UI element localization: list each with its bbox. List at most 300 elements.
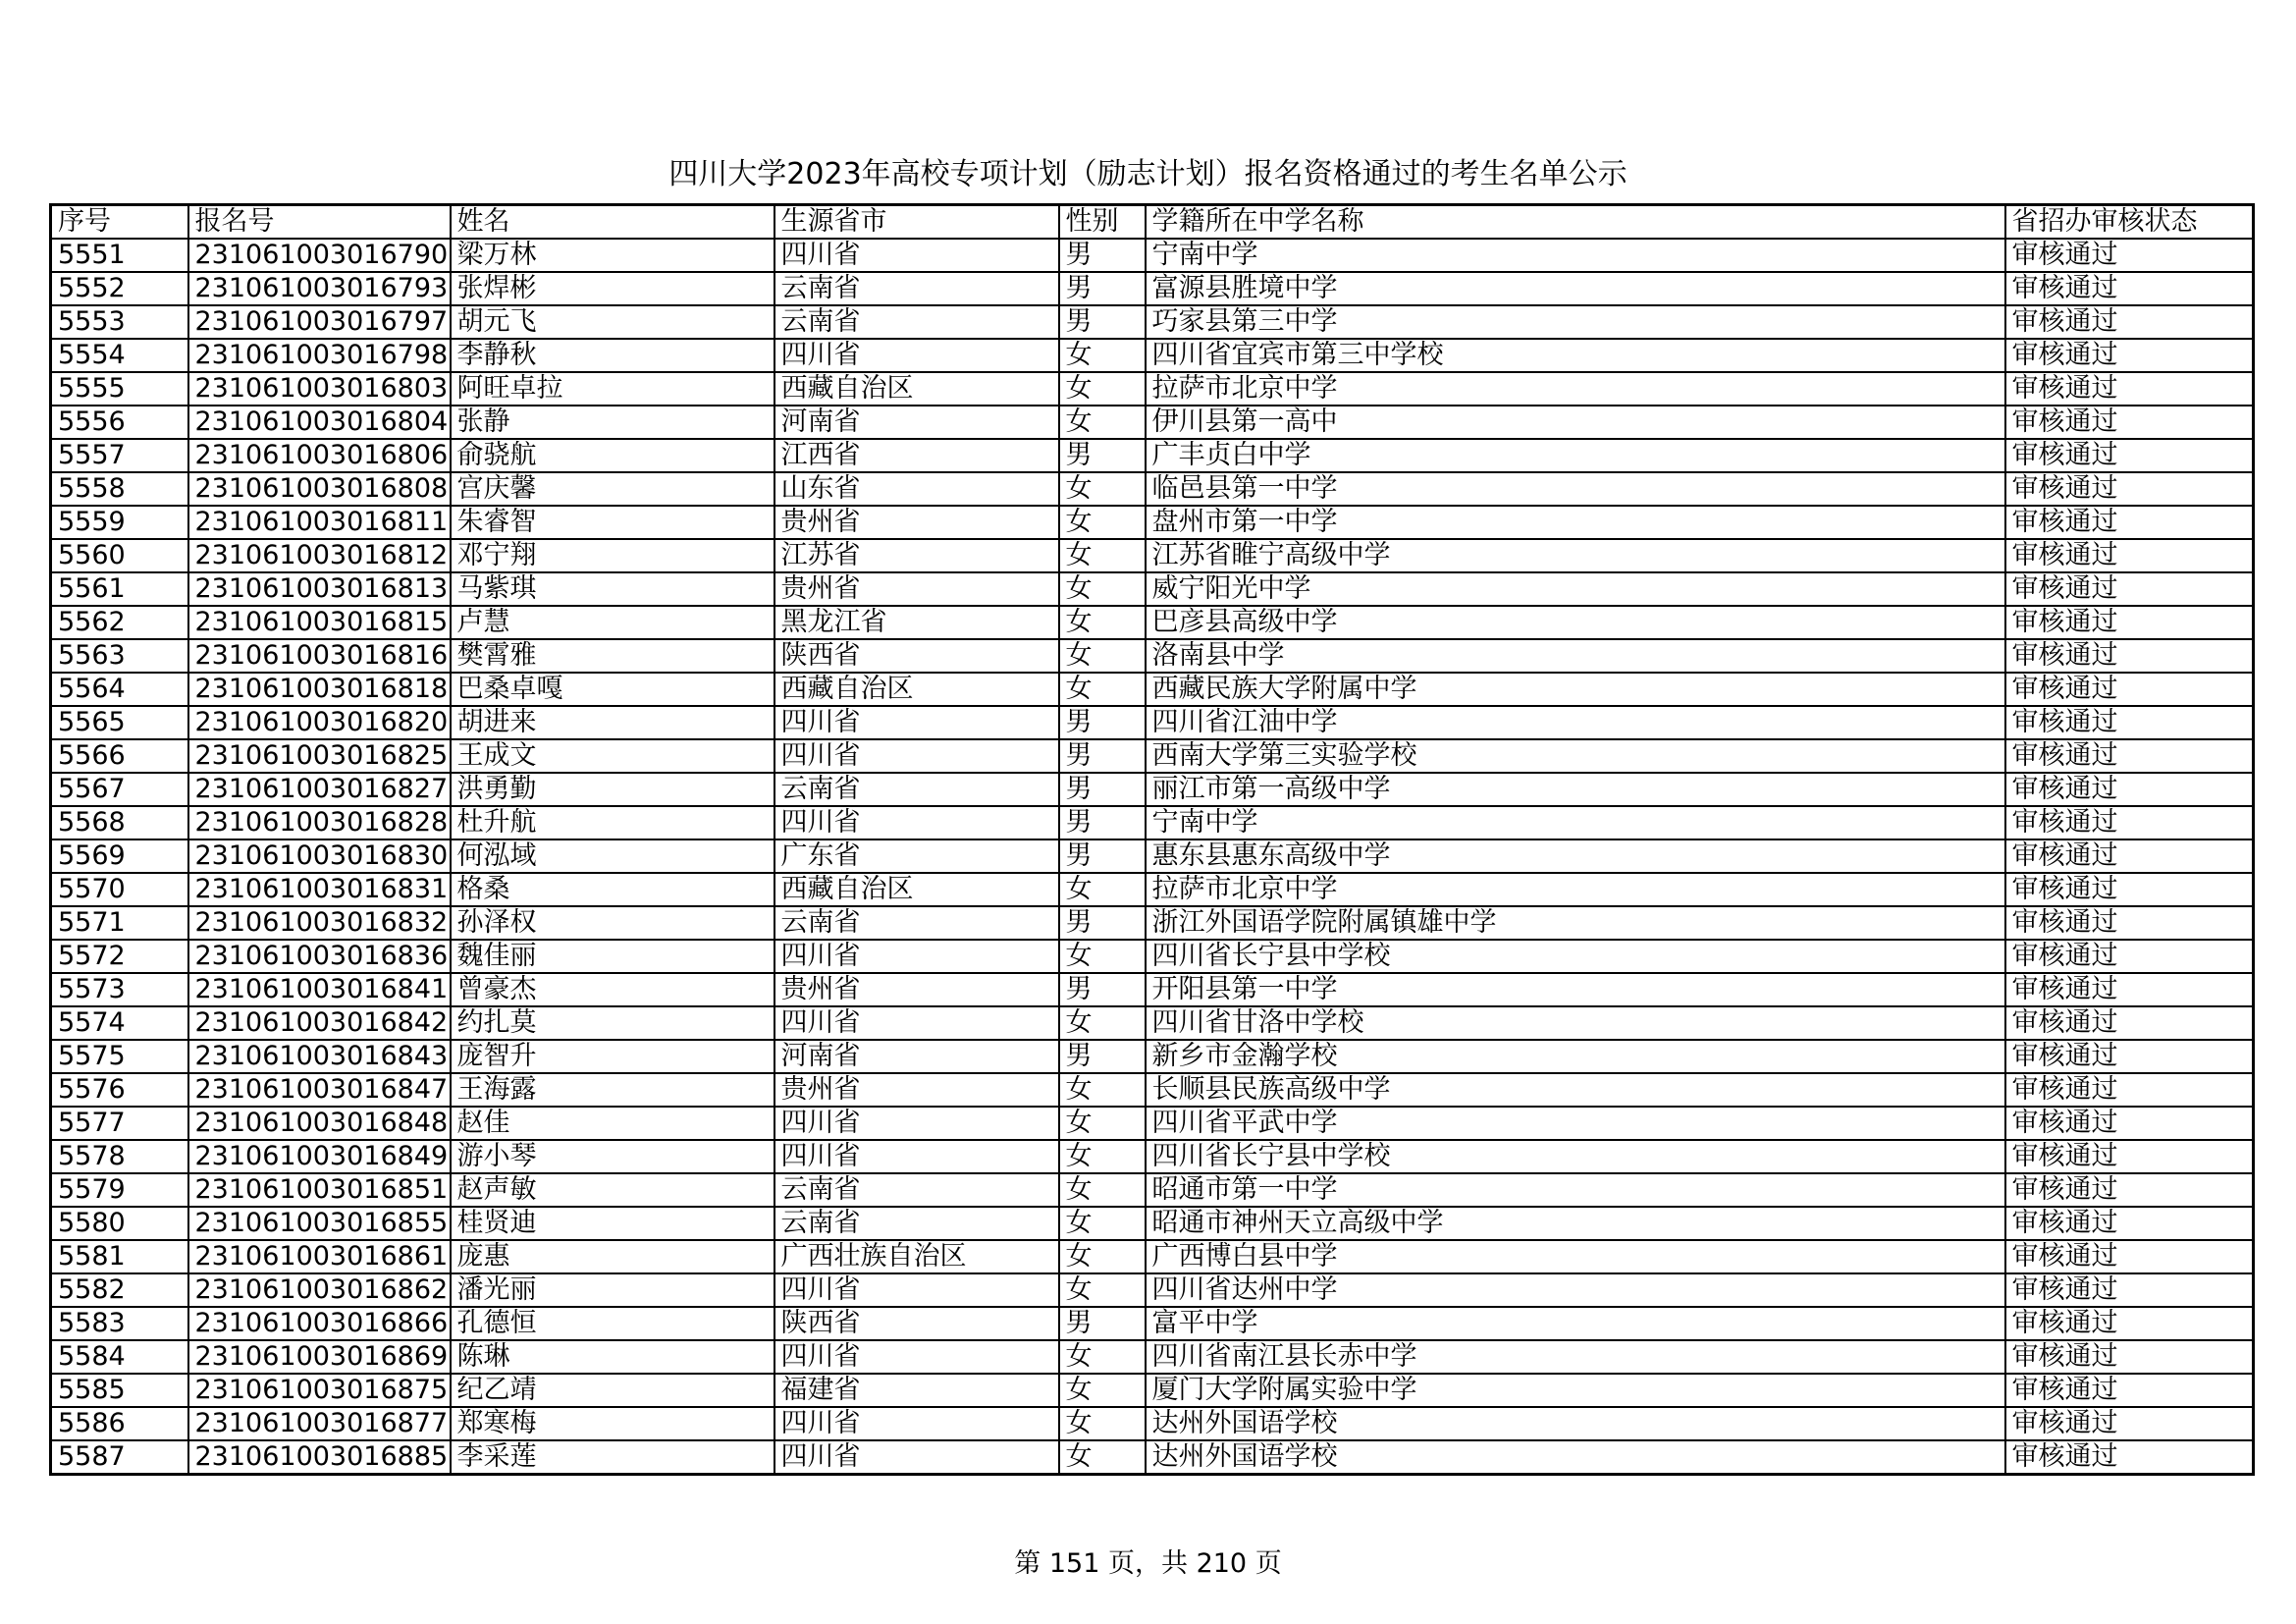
table-row — [51, 1407, 2254, 1440]
cell-registration-number: 231061003016832 — [188, 906, 451, 940]
cell-name: 卢慧 — [451, 606, 774, 639]
cell-school: 四川省平武中学 — [1146, 1107, 2005, 1140]
cell-school: 巧家县第三中学 — [1146, 305, 2005, 339]
cell-name: 杜升航 — [451, 806, 774, 839]
table-row — [51, 1440, 2254, 1475]
table-row — [51, 372, 2254, 406]
cell-index: 5570 — [51, 873, 188, 906]
cell-province: 河南省 — [774, 406, 1059, 439]
cell-registration-number: 231061003016808 — [188, 472, 451, 506]
cell-school: 长顺县民族高级中学 — [1146, 1073, 2005, 1107]
cell-index: 5573 — [51, 973, 188, 1006]
cell-index: 5558 — [51, 472, 188, 506]
cell-school: 盘州市第一中学 — [1146, 506, 2005, 539]
cell-province: 贵州省 — [774, 973, 1059, 1006]
cell-province: 四川省 — [774, 1140, 1059, 1173]
cell-index: 5587 — [51, 1440, 188, 1475]
cell-province: 四川省 — [774, 1273, 1059, 1307]
cell-name: 胡元飞 — [451, 305, 774, 339]
column-header-name: 姓名 — [451, 205, 774, 240]
cell-school: 四川省长宁县中学校 — [1146, 940, 2005, 973]
cell-gender: 女 — [1059, 673, 1146, 706]
cell-index: 5560 — [51, 539, 188, 572]
column-header-registration-number: 报名号 — [188, 205, 451, 240]
table-row — [51, 1073, 2254, 1107]
table-row — [51, 940, 2254, 973]
cell-index: 5577 — [51, 1107, 188, 1140]
cell-index: 5551 — [51, 239, 188, 272]
cell-index: 5576 — [51, 1073, 188, 1107]
cell-name: 孔德恒 — [451, 1307, 774, 1340]
page-title: 四川大学2023年高校专项计划（励志计划）报名资格通过的考生名单公示 — [668, 157, 1628, 191]
cell-school: 达州外国语学校 — [1146, 1440, 2005, 1475]
cell-gender: 女 — [1059, 406, 1146, 439]
cell-registration-number: 231061003016798 — [188, 339, 451, 372]
cell-name: 邓宁翔 — [451, 539, 774, 572]
cell-index: 5586 — [51, 1407, 188, 1440]
cell-review-status: 审核通过 — [2005, 606, 2254, 639]
cell-school: 昭通市第一中学 — [1146, 1173, 2005, 1207]
table-row — [51, 773, 2254, 806]
cell-gender: 女 — [1059, 1173, 1146, 1207]
cell-registration-number: 231061003016866 — [188, 1307, 451, 1340]
cell-province: 四川省 — [774, 1006, 1059, 1040]
cell-gender: 女 — [1059, 1006, 1146, 1040]
cell-school: 威宁阳光中学 — [1146, 572, 2005, 606]
cell-school: 临邑县第一中学 — [1146, 472, 2005, 506]
cell-review-status: 审核通过 — [2005, 940, 2254, 973]
cell-index: 5578 — [51, 1140, 188, 1173]
cell-province: 四川省 — [774, 1340, 1059, 1374]
cell-index: 5567 — [51, 773, 188, 806]
cell-school: 浙江外国语学院附属镇雄中学 — [1146, 906, 2005, 940]
cell-review-status: 审核通过 — [2005, 1040, 2254, 1073]
cell-review-status: 审核通过 — [2005, 706, 2254, 739]
cell-province: 黑龙江省 — [774, 606, 1059, 639]
cell-school: 开阳县第一中学 — [1146, 973, 2005, 1006]
table-row — [51, 739, 2254, 773]
cell-registration-number: 231061003016816 — [188, 639, 451, 673]
cell-school: 富平中学 — [1146, 1307, 2005, 1340]
cell-school: 洛南县中学 — [1146, 639, 2005, 673]
cell-school: 丽江市第一高级中学 — [1146, 773, 2005, 806]
cell-province: 四川省 — [774, 940, 1059, 973]
cell-review-status: 审核通过 — [2005, 1374, 2254, 1407]
cell-review-status: 审核通过 — [2005, 506, 2254, 539]
cell-name: 何泓域 — [451, 839, 774, 873]
cell-gender: 女 — [1059, 1240, 1146, 1273]
table-row — [51, 1006, 2254, 1040]
cell-name: 游小琴 — [451, 1140, 774, 1173]
page-number-footer: 第 151 页，共 210 页 — [1014, 1548, 1282, 1579]
cell-province: 陕西省 — [774, 1307, 1059, 1340]
cell-school: 四川省长宁县中学校 — [1146, 1140, 2005, 1173]
cell-name: 陈琳 — [451, 1340, 774, 1374]
cell-gender: 女 — [1059, 1140, 1146, 1173]
cell-registration-number: 231061003016885 — [188, 1440, 451, 1475]
cell-review-status: 审核通过 — [2005, 572, 2254, 606]
cell-registration-number: 231061003016861 — [188, 1240, 451, 1273]
cell-school: 拉萨市北京中学 — [1146, 873, 2005, 906]
cell-registration-number: 231061003016815 — [188, 606, 451, 639]
cell-registration-number: 231061003016855 — [188, 1207, 451, 1240]
cell-province: 贵州省 — [774, 572, 1059, 606]
candidate-table — [49, 203, 2255, 1476]
cell-name: 李采莲 — [451, 1440, 774, 1475]
cell-review-status: 审核通过 — [2005, 372, 2254, 406]
cell-index: 5562 — [51, 606, 188, 639]
cell-school: 四川省达州中学 — [1146, 1273, 2005, 1307]
cell-gender: 男 — [1059, 1307, 1146, 1340]
cell-province: 江苏省 — [774, 539, 1059, 572]
cell-gender: 男 — [1059, 439, 1146, 472]
cell-review-status: 审核通过 — [2005, 1307, 2254, 1340]
cell-name: 庞惠 — [451, 1240, 774, 1273]
cell-name: 赵佳 — [451, 1107, 774, 1140]
cell-gender: 男 — [1059, 239, 1146, 272]
cell-province: 云南省 — [774, 305, 1059, 339]
cell-gender: 女 — [1059, 1440, 1146, 1475]
cell-index: 5582 — [51, 1273, 188, 1307]
cell-registration-number: 231061003016803 — [188, 372, 451, 406]
cell-province: 四川省 — [774, 239, 1059, 272]
table-row — [51, 806, 2254, 839]
table-row — [51, 572, 2254, 606]
cell-review-status: 审核通过 — [2005, 1173, 2254, 1207]
cell-gender: 男 — [1059, 1040, 1146, 1073]
cell-gender: 男 — [1059, 973, 1146, 1006]
cell-gender: 女 — [1059, 572, 1146, 606]
cell-school: 昭通市神州天立高级中学 — [1146, 1207, 2005, 1240]
cell-school: 富源县胜境中学 — [1146, 272, 2005, 305]
cell-name: 庞智升 — [451, 1040, 774, 1073]
cell-review-status: 审核通过 — [2005, 1440, 2254, 1475]
cell-review-status: 审核通过 — [2005, 839, 2254, 873]
cell-review-status: 审核通过 — [2005, 472, 2254, 506]
cell-name: 梁万林 — [451, 239, 774, 272]
cell-index: 5580 — [51, 1207, 188, 1240]
table-row — [51, 973, 2254, 1006]
cell-registration-number: 231061003016830 — [188, 839, 451, 873]
cell-index: 5571 — [51, 906, 188, 940]
cell-registration-number: 231061003016875 — [188, 1374, 451, 1407]
table-row — [51, 339, 2254, 372]
cell-province: 陕西省 — [774, 639, 1059, 673]
cell-province: 云南省 — [774, 906, 1059, 940]
cell-school: 广丰贞白中学 — [1146, 439, 2005, 472]
column-header-gender: 性别 — [1059, 205, 1146, 240]
cell-review-status: 审核通过 — [2005, 773, 2254, 806]
cell-gender: 女 — [1059, 539, 1146, 572]
cell-review-status: 审核通过 — [2005, 1107, 2254, 1140]
cell-gender: 女 — [1059, 472, 1146, 506]
cell-province: 广西壮族自治区 — [774, 1240, 1059, 1273]
cell-review-status: 审核通过 — [2005, 639, 2254, 673]
cell-index: 5566 — [51, 739, 188, 773]
cell-review-status: 审核通过 — [2005, 873, 2254, 906]
cell-gender: 男 — [1059, 739, 1146, 773]
cell-name: 马紫琪 — [451, 572, 774, 606]
cell-review-status: 审核通过 — [2005, 673, 2254, 706]
cell-name: 张静 — [451, 406, 774, 439]
cell-review-status: 审核通过 — [2005, 806, 2254, 839]
cell-index: 5552 — [51, 272, 188, 305]
table-row — [51, 272, 2254, 305]
table-row — [51, 1374, 2254, 1407]
cell-province: 四川省 — [774, 806, 1059, 839]
cell-registration-number: 231061003016797 — [188, 305, 451, 339]
cell-school: 拉萨市北京中学 — [1146, 372, 2005, 406]
cell-province: 云南省 — [774, 1173, 1059, 1207]
cell-review-status: 审核通过 — [2005, 1006, 2254, 1040]
table-row — [51, 606, 2254, 639]
cell-province: 云南省 — [774, 272, 1059, 305]
cell-registration-number: 231061003016848 — [188, 1107, 451, 1140]
cell-school: 巴彦县高级中学 — [1146, 606, 2005, 639]
cell-review-status: 审核通过 — [2005, 272, 2254, 305]
cell-name: 俞骁航 — [451, 439, 774, 472]
cell-name: 魏佳丽 — [451, 940, 774, 973]
cell-school: 西藏民族大学附属中学 — [1146, 673, 2005, 706]
cell-review-status: 审核通过 — [2005, 1073, 2254, 1107]
cell-name: 格桑 — [451, 873, 774, 906]
table-row — [51, 1140, 2254, 1173]
table-row — [51, 439, 2254, 472]
cell-registration-number: 231061003016804 — [188, 406, 451, 439]
cell-school: 四川省南江县长赤中学 — [1146, 1340, 2005, 1374]
cell-name: 胡进来 — [451, 706, 774, 739]
cell-review-status: 审核通过 — [2005, 305, 2254, 339]
cell-gender: 女 — [1059, 1107, 1146, 1140]
cell-review-status: 审核通过 — [2005, 1273, 2254, 1307]
cell-index: 5568 — [51, 806, 188, 839]
cell-gender: 男 — [1059, 272, 1146, 305]
cell-registration-number: 231061003016825 — [188, 739, 451, 773]
cell-name: 孙泽权 — [451, 906, 774, 940]
cell-review-status: 审核通过 — [2005, 973, 2254, 1006]
table-row — [51, 1173, 2254, 1207]
cell-registration-number: 231061003016790 — [188, 239, 451, 272]
cell-index: 5554 — [51, 339, 188, 372]
cell-name: 曾豪杰 — [451, 973, 774, 1006]
cell-province: 四川省 — [774, 739, 1059, 773]
cell-province: 福建省 — [774, 1374, 1059, 1407]
cell-review-status: 审核通过 — [2005, 1340, 2254, 1374]
table-row — [51, 239, 2254, 272]
cell-gender: 男 — [1059, 706, 1146, 739]
cell-registration-number: 231061003016828 — [188, 806, 451, 839]
cell-registration-number: 231061003016793 — [188, 272, 451, 305]
cell-school: 江苏省睢宁高级中学 — [1146, 539, 2005, 572]
cell-province: 广东省 — [774, 839, 1059, 873]
column-header-school: 学籍所在中学名称 — [1146, 205, 2005, 240]
cell-registration-number: 231061003016831 — [188, 873, 451, 906]
table-row — [51, 673, 2254, 706]
cell-gender: 女 — [1059, 339, 1146, 372]
cell-name: 阿旺卓拉 — [451, 372, 774, 406]
cell-index: 5553 — [51, 305, 188, 339]
cell-province: 四川省 — [774, 1407, 1059, 1440]
cell-school: 宁南中学 — [1146, 806, 2005, 839]
cell-name: 洪勇勤 — [451, 773, 774, 806]
cell-index: 5584 — [51, 1340, 188, 1374]
cell-school: 四川省江油中学 — [1146, 706, 2005, 739]
cell-index: 5574 — [51, 1006, 188, 1040]
cell-gender: 女 — [1059, 1340, 1146, 1374]
table-row — [51, 1107, 2254, 1140]
cell-school: 新乡市金瀚学校 — [1146, 1040, 2005, 1073]
cell-index: 5575 — [51, 1040, 188, 1073]
cell-province: 西藏自治区 — [774, 873, 1059, 906]
cell-review-status: 审核通过 — [2005, 439, 2254, 472]
cell-gender: 男 — [1059, 806, 1146, 839]
table-row — [51, 1240, 2254, 1273]
cell-review-status: 审核通过 — [2005, 406, 2254, 439]
cell-registration-number: 231061003016877 — [188, 1407, 451, 1440]
cell-name: 潘光丽 — [451, 1273, 774, 1307]
table-row — [51, 506, 2254, 539]
cell-registration-number: 231061003016818 — [188, 673, 451, 706]
cell-province: 河南省 — [774, 1040, 1059, 1073]
cell-gender: 女 — [1059, 873, 1146, 906]
cell-name: 赵声敏 — [451, 1173, 774, 1207]
cell-school: 厦门大学附属实验中学 — [1146, 1374, 2005, 1407]
cell-index: 5556 — [51, 406, 188, 439]
cell-registration-number: 231061003016806 — [188, 439, 451, 472]
cell-review-status: 审核通过 — [2005, 339, 2254, 372]
cell-index: 5561 — [51, 572, 188, 606]
cell-registration-number: 231061003016820 — [188, 706, 451, 739]
cell-province: 四川省 — [774, 706, 1059, 739]
table-row — [51, 539, 2254, 572]
cell-name: 宫庆馨 — [451, 472, 774, 506]
cell-school: 四川省宜宾市第三中学校 — [1146, 339, 2005, 372]
cell-name: 张焊彬 — [451, 272, 774, 305]
cell-registration-number: 231061003016849 — [188, 1140, 451, 1173]
cell-gender: 女 — [1059, 940, 1146, 973]
table-header-row — [51, 205, 2254, 240]
cell-province: 云南省 — [774, 773, 1059, 806]
cell-school: 伊川县第一高中 — [1146, 406, 2005, 439]
cell-review-status: 审核通过 — [2005, 906, 2254, 940]
cell-registration-number: 231061003016827 — [188, 773, 451, 806]
table-row — [51, 1307, 2254, 1340]
cell-review-status: 审核通过 — [2005, 1207, 2254, 1240]
cell-province: 山东省 — [774, 472, 1059, 506]
cell-province: 四川省 — [774, 1107, 1059, 1140]
cell-index: 5557 — [51, 439, 188, 472]
cell-gender: 女 — [1059, 606, 1146, 639]
table-row — [51, 1040, 2254, 1073]
cell-gender: 女 — [1059, 1374, 1146, 1407]
cell-index: 5569 — [51, 839, 188, 873]
cell-name: 李静秋 — [451, 339, 774, 372]
cell-registration-number: 231061003016851 — [188, 1173, 451, 1207]
table-row — [51, 305, 2254, 339]
cell-school: 四川省甘洛中学校 — [1146, 1006, 2005, 1040]
cell-index: 5564 — [51, 673, 188, 706]
table-body — [51, 239, 2254, 1475]
cell-index: 5579 — [51, 1173, 188, 1207]
cell-index: 5559 — [51, 506, 188, 539]
cell-name: 樊霄雅 — [451, 639, 774, 673]
table-row — [51, 706, 2254, 739]
cell-gender: 男 — [1059, 305, 1146, 339]
cell-gender: 女 — [1059, 1073, 1146, 1107]
cell-gender: 男 — [1059, 773, 1146, 806]
cell-registration-number: 231061003016813 — [188, 572, 451, 606]
cell-province: 四川省 — [774, 339, 1059, 372]
cell-gender: 女 — [1059, 1407, 1146, 1440]
cell-index: 5565 — [51, 706, 188, 739]
table-row — [51, 1207, 2254, 1240]
cell-registration-number: 231061003016836 — [188, 940, 451, 973]
column-header-index: 序号 — [51, 205, 188, 240]
cell-review-status: 审核通过 — [2005, 539, 2254, 572]
table-row — [51, 839, 2254, 873]
cell-name: 约扎莫 — [451, 1006, 774, 1040]
cell-gender: 女 — [1059, 1207, 1146, 1240]
cell-registration-number: 231061003016847 — [188, 1073, 451, 1107]
cell-gender: 女 — [1059, 639, 1146, 673]
cell-school: 西南大学第三实验学校 — [1146, 739, 2005, 773]
column-header-review-status: 省招办审核状态 — [2005, 205, 2254, 240]
table-row — [51, 1340, 2254, 1374]
cell-registration-number: 231061003016843 — [188, 1040, 451, 1073]
cell-review-status: 审核通过 — [2005, 1407, 2254, 1440]
table-row — [51, 1273, 2254, 1307]
cell-review-status: 审核通过 — [2005, 1140, 2254, 1173]
cell-name: 朱睿智 — [451, 506, 774, 539]
cell-province: 江西省 — [774, 439, 1059, 472]
table-row — [51, 906, 2254, 940]
cell-index: 5581 — [51, 1240, 188, 1273]
cell-registration-number: 231061003016811 — [188, 506, 451, 539]
cell-gender: 男 — [1059, 906, 1146, 940]
cell-index: 5555 — [51, 372, 188, 406]
cell-province: 西藏自治区 — [774, 372, 1059, 406]
cell-province: 西藏自治区 — [774, 673, 1059, 706]
cell-gender: 女 — [1059, 1273, 1146, 1307]
cell-registration-number: 231061003016841 — [188, 973, 451, 1006]
cell-name: 郑寒梅 — [451, 1407, 774, 1440]
cell-index: 5572 — [51, 940, 188, 973]
cell-name: 王海露 — [451, 1073, 774, 1107]
cell-school: 宁南中学 — [1146, 239, 2005, 272]
cell-registration-number: 231061003016862 — [188, 1273, 451, 1307]
cell-name: 巴桑卓嘎 — [451, 673, 774, 706]
cell-gender: 女 — [1059, 506, 1146, 539]
cell-gender: 男 — [1059, 839, 1146, 873]
cell-province: 四川省 — [774, 1440, 1059, 1475]
cell-registration-number: 231061003016842 — [188, 1006, 451, 1040]
table-row — [51, 639, 2254, 673]
cell-index: 5583 — [51, 1307, 188, 1340]
cell-review-status: 审核通过 — [2005, 239, 2254, 272]
cell-review-status: 审核通过 — [2005, 739, 2254, 773]
table-row — [51, 406, 2254, 439]
cell-name: 纪乙靖 — [451, 1374, 774, 1407]
cell-name: 王成文 — [451, 739, 774, 773]
cell-school: 广西博白县中学 — [1146, 1240, 2005, 1273]
cell-index: 5563 — [51, 639, 188, 673]
cell-name: 桂贤迪 — [451, 1207, 774, 1240]
cell-province: 贵州省 — [774, 1073, 1059, 1107]
table-row — [51, 472, 2254, 506]
cell-province: 云南省 — [774, 1207, 1059, 1240]
cell-review-status: 审核通过 — [2005, 1240, 2254, 1273]
column-header-province: 生源省市 — [774, 205, 1059, 240]
